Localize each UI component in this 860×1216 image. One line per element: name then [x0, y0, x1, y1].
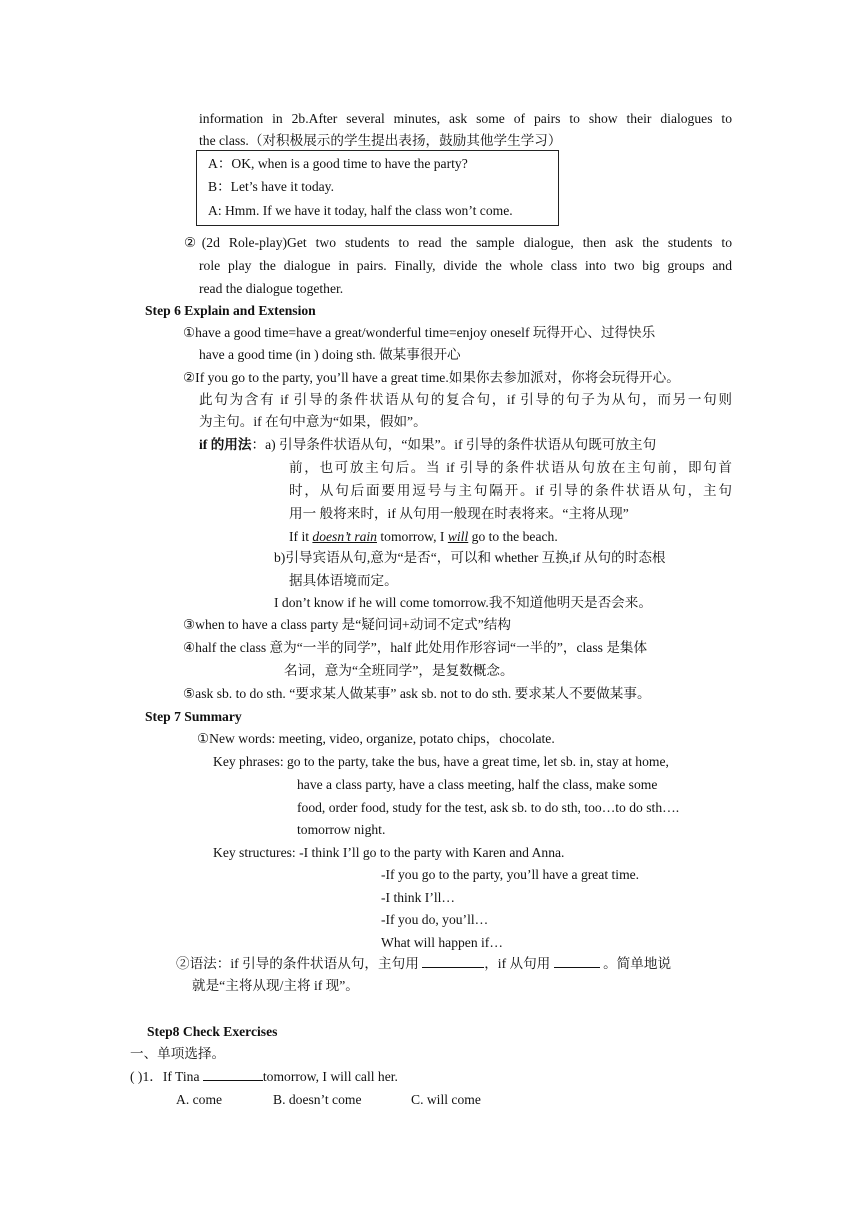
key-structures-4: -If you do, you’ll…	[381, 912, 489, 927]
if-usage-b-2: 据具体语境而定。	[289, 573, 398, 588]
grammar-text-c: 。简单地说	[599, 956, 672, 971]
step6-p2-line-3: 为主句。if 在句中意为“如果，假如”。	[199, 414, 427, 429]
section-single-choice: 一、单项选择。	[130, 1046, 226, 1061]
step6-p5: ⑤ask sb. to do sth. “要求某人做某事” ask sb. not to do sth. 要求某人不要做某事。	[183, 686, 651, 701]
key-phrases-1: Key phrases: go to the party, take the bus, have a great time, let sb. in, stay at home,	[213, 754, 669, 769]
question-1-pre: ( )1．If Tina	[130, 1069, 203, 1084]
step6-heading: Step 6 Explain and Extension	[145, 303, 316, 318]
question-1-blank[interactable]	[203, 1068, 263, 1081]
step6-p3: ③when to have a class party 是“疑问词+动词不定式”结构	[183, 617, 511, 632]
new-words: ①New words: meeting, video, organize, potato chips，chocolate.	[197, 731, 555, 746]
if-usage-a-4: 用一 般将来时，if 从句用一般现在时表将来。“主将从现”	[289, 506, 629, 521]
roleplay-line-3: read the dialogue together.	[199, 281, 344, 296]
question-1-post: tomorrow, I will call her.	[262, 1069, 398, 1084]
if-usage-b-1: b)引导宾语从句,意为“是否“，可以和 whether 互换,if 从句的时态根	[274, 550, 666, 565]
step7-heading: Step 7 Summary	[145, 709, 242, 724]
example-1-underline-1: doesn’t rain	[312, 529, 377, 544]
example-1-post: go to the beach.	[468, 529, 558, 544]
grammar-blank-main[interactable]	[422, 955, 484, 968]
roleplay-line-2: role play the dialogue in pairs. Finally, divide the whole class into two big groups and	[199, 258, 732, 273]
key-phrases-4: tomorrow night.	[297, 822, 386, 837]
step6-p4-line-2: 名词，意为“全班同学”，是复数概念。	[284, 663, 514, 678]
dialogue-line-3: A: Hmm. If we have it today, half the class won’t come.	[208, 203, 513, 218]
if-usage-a-3: 时，从句后面要用逗号与主句隔开。if 引导的条件状语从句，主句	[289, 483, 732, 498]
grammar-text-a: ②语法：if 引导的条件状语从句，主句用	[176, 956, 423, 971]
example-1	[289, 528, 558, 546]
dialogue-line-1: A：OK, when is a good time to have the party?	[208, 156, 468, 171]
if-usage-a-2: 前，也可放主句后。当 if 引导的条件状语从句放在主句前，即句首	[289, 460, 732, 475]
example-2: I don’t know if he will come tomorrow.我不知道他明天是否会来。	[274, 595, 652, 610]
key-phrases-2: have a class party, have a class meeting, half the class, make some	[297, 777, 658, 792]
if-usage-a-1: ：a) 引导条件状语从句，“如果”。if 引导的条件状语从句既可放主句	[251, 437, 657, 452]
dialogue-line-2: B：Let’s have it today.	[208, 179, 334, 194]
if-usage-line-1	[199, 436, 656, 454]
question-1	[130, 1068, 398, 1086]
step6-p1-line-1: ①have a good time=have a great/wonderful time=enjoy oneself 玩得开心、过得快乐	[183, 325, 656, 340]
step8-heading: Step8 Check Exercises	[147, 1024, 278, 1039]
grammar-line-1	[176, 955, 671, 973]
option-b: B. doesn’t come	[273, 1092, 362, 1107]
grammar-text-b: ，if 从句用	[484, 956, 554, 971]
step6-p2-line-1: ②If you go to the party, you’ll have a great time.如果你去参加派对，你将会玩得开心。	[183, 370, 680, 385]
example-1-mid: tomorrow, I	[376, 529, 448, 544]
grammar-line-2: 就是“主将从现/主将 if 现”。	[192, 978, 359, 993]
key-structures-2: -If you go to the party, you’ll have a great time.	[381, 867, 640, 882]
step6-p2-line-2: 此句为含有 if 引导的条件状语从句的复合句，if 引导的句子为从句，而另一句则	[199, 392, 732, 407]
step6-p1-line-2: have a good time (in ) doing sth. 做某事很开心	[199, 347, 461, 362]
example-1-underline-2: will	[447, 529, 469, 544]
key-phrases-3: food, order food, study for the test, ask sb. to do sth, too…to do sth….	[297, 800, 680, 815]
if-usage-label: if 的用法	[199, 437, 252, 452]
key-structures-5: What will happen if…	[381, 935, 503, 950]
option-a: A. come	[176, 1092, 223, 1107]
intro-line-1: information in 2b.After several minutes, ask some of pairs to show their dialogues to	[199, 111, 732, 126]
roleplay-line-1: ②(2d Role-play)Get two students to read the sample dialogue, then ask the students to	[184, 235, 732, 250]
key-structures-1: Key structures: -I think I’ll go to the party with Karen and Anna.	[213, 845, 565, 860]
key-structures-3: -I think I’ll…	[381, 890, 455, 905]
option-c: C. will come	[411, 1092, 481, 1107]
step6-p4-line-1: ④half the class 意为“一半的同学”，half 此处用作形容词“一半的”，class 是集体	[183, 640, 648, 655]
grammar-blank-if[interactable]	[554, 955, 600, 968]
intro-line-2: the class.（对积极展示的学生提出表扬，鼓励其他学生学习）	[199, 133, 562, 148]
example-1-pre: If it	[289, 529, 313, 544]
